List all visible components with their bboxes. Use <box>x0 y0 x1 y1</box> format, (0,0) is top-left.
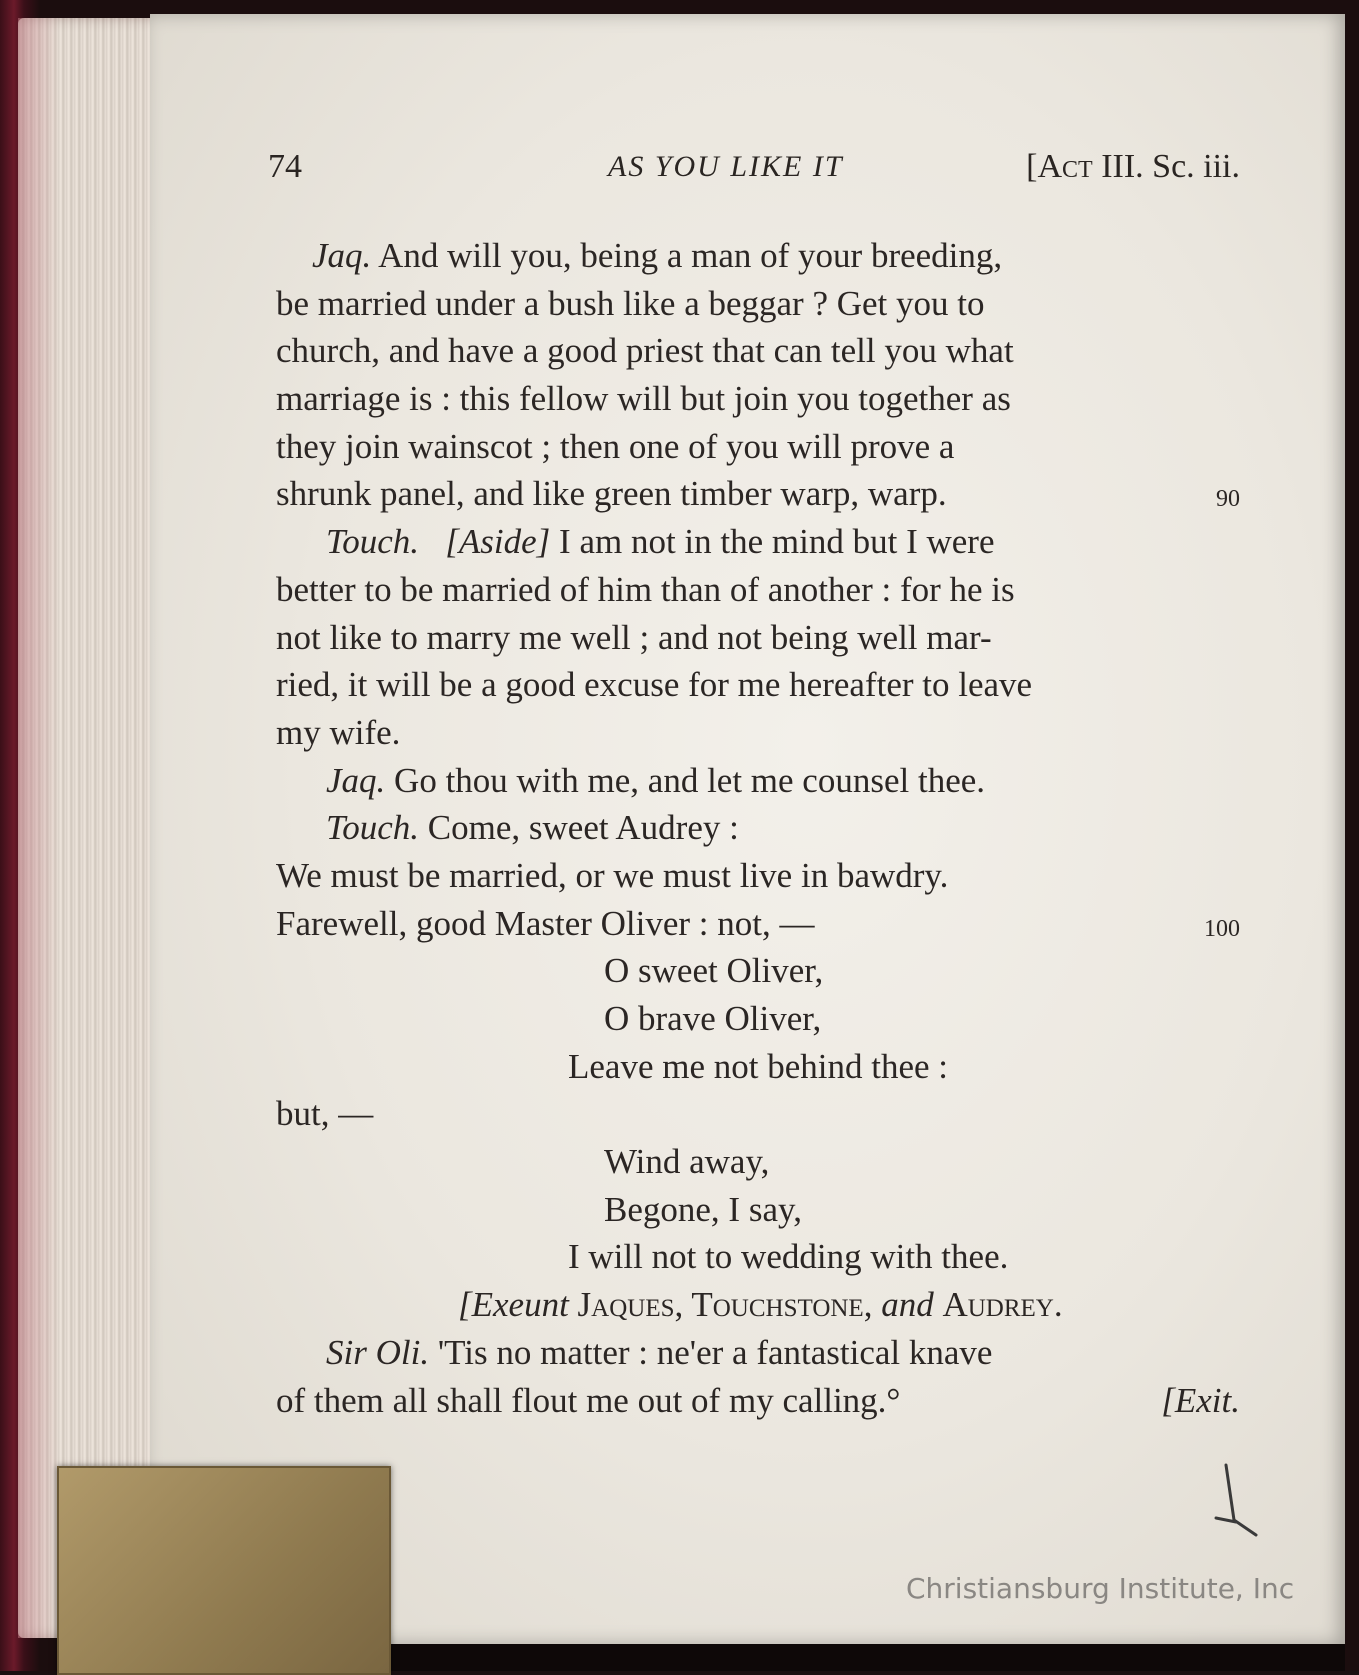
text-line: but, — <box>276 1094 374 1134</box>
line-text: Farewell, good Master Oliver : not, — <box>276 903 815 943</box>
page-edges-stack <box>18 18 168 1638</box>
text-line: We must be married, or we must live in bawdry. <box>276 855 949 895</box>
bookmark-tab <box>57 1466 391 1675</box>
song-line: Begone, I say, <box>604 1189 802 1229</box>
stage-direction: [Exeunt <box>458 1285 569 1325</box>
text-line <box>276 804 1240 852</box>
speaker-name: Jaq. <box>312 236 372 275</box>
text-line <box>276 757 1240 805</box>
stage-direction-line <box>276 1281 1240 1329</box>
pencil-mark <box>1206 1460 1266 1540</box>
line-text: Come, sweet Audrey : <box>427 808 739 848</box>
song-line: I will not to wedding with thee. <box>568 1237 1009 1277</box>
text-line: my wife. <box>276 712 401 752</box>
page-header <box>268 148 1240 192</box>
speaker-name: Jaq. <box>326 760 386 800</box>
act-scene-label <box>1026 148 1240 186</box>
text-line: be married under a bush like a beggar ? Get you to <box>276 283 985 323</box>
text-line <box>276 232 1240 280</box>
song-line: O sweet Oliver, <box>604 951 824 991</box>
line-number: 100 <box>1204 915 1240 942</box>
text-line: better to be married of him than of another : for he is <box>276 569 1015 609</box>
line-text: Go thou with me, and let me counsel thee. <box>394 760 986 800</box>
running-title: AS YOU LIKE IT <box>608 150 844 183</box>
speaker-name: Sir Oli. <box>326 1332 430 1372</box>
song-line: Leave me not behind thee : <box>568 1046 948 1086</box>
text-line <box>276 1377 1240 1425</box>
character-names: Audrey. <box>942 1285 1063 1325</box>
song-line: Wind away, <box>604 1142 770 1182</box>
line-text: of them all shall flout me out of my calling.° <box>276 1380 901 1420</box>
page-number: 74 <box>268 148 302 185</box>
text-line: church, and have a good priest that can tell you what <box>276 331 1014 371</box>
text-line: marriage is : this fellow will but join you together as <box>276 379 1011 419</box>
song-line: O brave Oliver, <box>604 999 822 1038</box>
line-text: 'Tis no matter : ne'er a fantastical knave <box>437 1332 993 1372</box>
play-text <box>276 232 1240 1424</box>
act-scene-prefix: [Act <box>1026 148 1093 185</box>
text-line <box>276 900 1240 948</box>
act-scene-rest: III. Sc. iii. <box>1092 148 1240 185</box>
text-line <box>276 518 1240 566</box>
line-number: 90 <box>1216 486 1240 513</box>
text-line <box>276 1329 1240 1377</box>
text-line: ried, it will be a good excuse for me hereafter to leave <box>276 665 1033 705</box>
speaker-name: Touch. <box>326 808 420 848</box>
line-text: I am not in the mind but I were <box>559 522 995 562</box>
text-line: not like to marry me well ; and not being well mar- <box>276 617 992 657</box>
stage-direction: [Exit. <box>1161 1380 1240 1420</box>
character-names: Jaques, Touchstone, <box>577 1285 873 1325</box>
line-text: And will you, being a man of your breeding, <box>378 236 1003 275</box>
stage-direction: and <box>881 1285 934 1325</box>
text-line <box>276 470 1240 518</box>
stage-direction: [Aside] <box>445 522 551 562</box>
watermark: Christiansburg Institute, Inc <box>906 1572 1295 1605</box>
line-text: shrunk panel, and like green timber warp, warp. <box>276 474 947 514</box>
text-line: they join wainscot ; then one of you will prove a <box>276 426 955 466</box>
speaker-name: Touch. <box>326 522 420 562</box>
